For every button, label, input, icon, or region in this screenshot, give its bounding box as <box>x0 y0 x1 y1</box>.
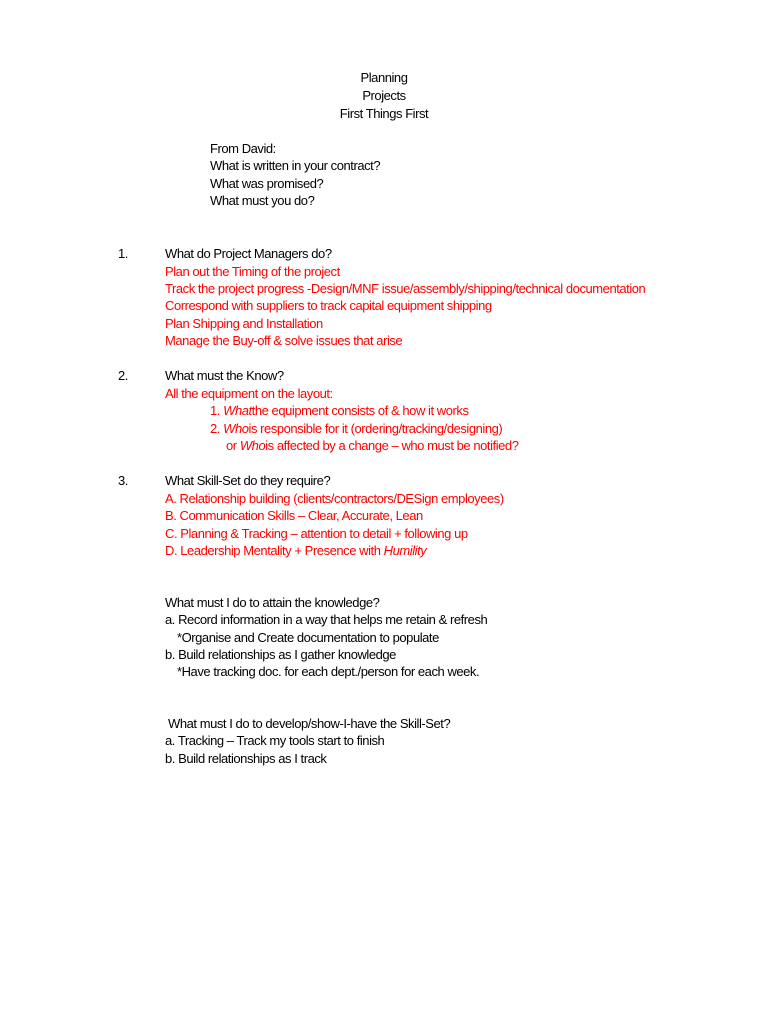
answer-d-emphasis: Humility <box>383 543 427 558</box>
from-david-question-2: What was promised? <box>210 176 324 191</box>
section-2-item-3 <box>226 438 518 454</box>
section-3-number: 3. <box>118 473 128 488</box>
title-planning: Planning <box>360 70 408 85</box>
from-david-label: From David: <box>210 141 276 156</box>
section-1-number: 1. <box>118 246 128 261</box>
section-3-answer: A. Relationship building (clients/contractors/DESign employees) <box>165 491 504 506</box>
skillset-item-b: b. Build relationships as I track <box>165 751 327 766</box>
skillset-question: What must I do to develop/show-I-have the Skill-Set? <box>168 716 451 731</box>
section-2-answer-intro: All the equipment on the layout: <box>165 386 333 401</box>
section-2-question: What must the Know? <box>165 368 284 383</box>
item-prefix: or <box>226 438 237 453</box>
title-projects: Projects <box>362 88 406 103</box>
title-first-things-first: First Things First <box>339 106 429 121</box>
section-3-answer: C. Planning & Tracking – attention to detail + following up <box>165 526 468 541</box>
knowledge-item-b: b. Build relationships as I gather knowledge <box>165 647 396 662</box>
section-2-item-1 <box>210 403 469 419</box>
answer-d-text: D. Leadership Mentality + Presence with <box>165 543 381 558</box>
item-emphasis: Who <box>239 438 266 453</box>
skillset-item-a: a. Tracking – Track my tools start to finish <box>165 733 385 748</box>
item-emphasis: What <box>223 403 252 418</box>
from-david-question-1: What is written in your contract? <box>210 158 381 173</box>
section-2-item-2 <box>210 421 502 437</box>
section-1-answer: Plan out the Timing of the project <box>165 264 340 279</box>
item-text: is affected by a change – who must be notified? <box>265 438 519 453</box>
from-david-question-3: What must you do? <box>210 193 315 208</box>
item-text: is responsible for it (ordering/tracking/designing) <box>248 421 503 436</box>
section-1-answer: Track the project progress -Design/MNF issue/assembly/shipping/technical documentation <box>165 281 646 296</box>
section-3-answer: B. Communication Skills – Clear, Accurate, Lean <box>165 508 423 523</box>
section-3-answer-d <box>165 543 426 559</box>
section-2-number: 2. <box>118 368 128 383</box>
section-1-answer: Plan Shipping and Installation <box>165 316 323 331</box>
section-1-answer: Manage the Buy-off & solve issues that arise <box>165 333 403 348</box>
knowledge-item-a: a. Record information in a way that helps me retain & refresh <box>165 612 488 627</box>
item-prefix: 1. <box>210 403 220 418</box>
section-1-question: What do Project Managers do? <box>165 246 332 261</box>
item-text: the equipment consists of & how it works <box>251 403 469 418</box>
item-emphasis: Who <box>223 421 249 436</box>
section-1-answer: Correspond with suppliers to track capital equipment shipping <box>165 298 492 313</box>
item-prefix: 2. <box>210 421 220 436</box>
knowledge-question: What must I do to attain the knowledge? <box>165 595 380 610</box>
knowledge-item-a-note: *Organise and Create documentation to populate <box>177 630 439 645</box>
section-3-question: What Skill-Set do they require? <box>165 473 331 488</box>
knowledge-item-b-note: *Have tracking doc. for each dept./person for each week. <box>177 664 480 679</box>
